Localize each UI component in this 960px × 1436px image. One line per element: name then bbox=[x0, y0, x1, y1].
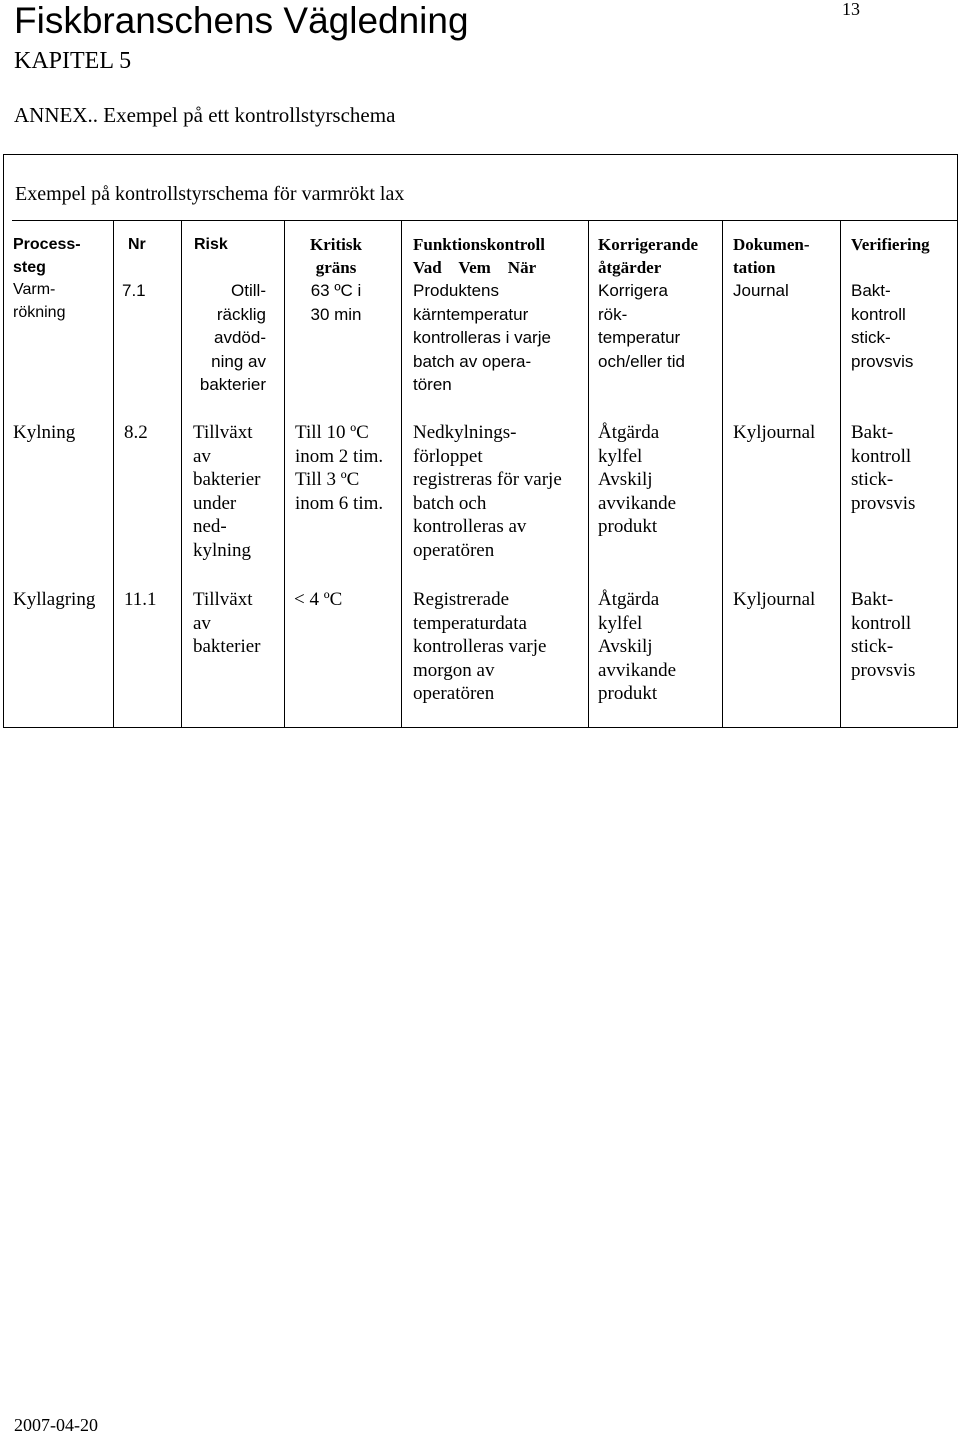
col-header-verification: Verifiering bbox=[851, 235, 930, 254]
row-nr: 11.1 bbox=[124, 589, 157, 610]
control-scheme-table bbox=[3, 154, 958, 728]
column-divider bbox=[840, 220, 841, 727]
row-verification: Bakt- kontroll stick- provsvis bbox=[851, 281, 914, 371]
col-header-process-step: Process- steg bbox=[13, 236, 81, 276]
column-divider bbox=[401, 220, 402, 727]
column-divider bbox=[284, 220, 285, 727]
page-number: 13 bbox=[842, 0, 860, 19]
col-header-nr: Nr bbox=[128, 236, 146, 253]
row-function-control: Produktens kärntemperatur kontrolleras i varje batch av opera- tören bbox=[413, 281, 551, 394]
row-verification: Bakt- kontroll stick- provsvis bbox=[851, 589, 916, 681]
column-divider bbox=[722, 220, 723, 727]
footer-date: 2007-04-20 bbox=[14, 1415, 98, 1435]
annex-heading: ANNEX.. Exempel på ett kontrollstyrschema bbox=[14, 103, 396, 127]
row-corrective-action: Åtgärda kylfel Avskilj avvikande produkt bbox=[598, 589, 677, 704]
table-title: Exempel på kontrollstyrschema för varmrökt lax bbox=[15, 183, 405, 205]
row-risk: Otill- räcklig avdöd- ning av bakterier bbox=[199, 281, 266, 394]
row-nr: 7.1 bbox=[122, 281, 146, 300]
row-function-control: Nedkylnings- förloppet registreras för varje batch och kontrolleras av operatören bbox=[413, 422, 562, 561]
row-risk: Tillväxt av bakterier bbox=[193, 589, 261, 657]
row-critical-limit: 63 ºC i 30 min bbox=[310, 281, 362, 324]
row-corrective-action: Korrigera rök- temperatur och/eller tid bbox=[598, 281, 685, 371]
row-function-control: Registrerade temperaturdata kontrolleras varje morgon av operatören bbox=[413, 589, 547, 704]
row-verification: Bakt- kontroll stick- provsvis bbox=[851, 422, 916, 514]
row-corrective-action: Åtgärda kylfel Avskilj avvikande produkt bbox=[598, 422, 677, 537]
column-divider bbox=[113, 220, 114, 727]
row-critical-limit: < 4 ºC bbox=[294, 589, 343, 610]
col-header-critical-limit: Kritisk gräns bbox=[310, 235, 362, 277]
row-documentation: Journal bbox=[733, 281, 789, 300]
column-divider bbox=[588, 220, 589, 727]
row-step: Kylning bbox=[13, 422, 76, 443]
row-nr: 8.2 bbox=[124, 422, 148, 443]
row-step: Varm- rökning bbox=[13, 281, 66, 321]
col-header-documentation: Dokumen- tation bbox=[733, 235, 810, 277]
col-header-risk: Risk bbox=[194, 236, 228, 253]
row-critical-limit: Till 10 ºC inom 2 tim. Till 3 ºC inom 6 tim. bbox=[295, 422, 384, 514]
col-header-function-control: Funktionskontroll Vad Vem När bbox=[413, 235, 545, 277]
row-documentation: Kyljournal bbox=[733, 422, 816, 443]
document-title: Fiskbranschens Vägledning bbox=[14, 0, 469, 41]
header-divider bbox=[12, 220, 957, 221]
row-documentation: Kyljournal bbox=[733, 589, 816, 610]
chapter-label: KAPITEL 5 bbox=[14, 48, 132, 74]
row-step: Kyllagring bbox=[13, 589, 96, 610]
row-risk: Tillväxt av bakterier under ned- kylning bbox=[193, 422, 261, 561]
col-header-corrective-action: Korrigerande åtgärder bbox=[598, 235, 699, 277]
